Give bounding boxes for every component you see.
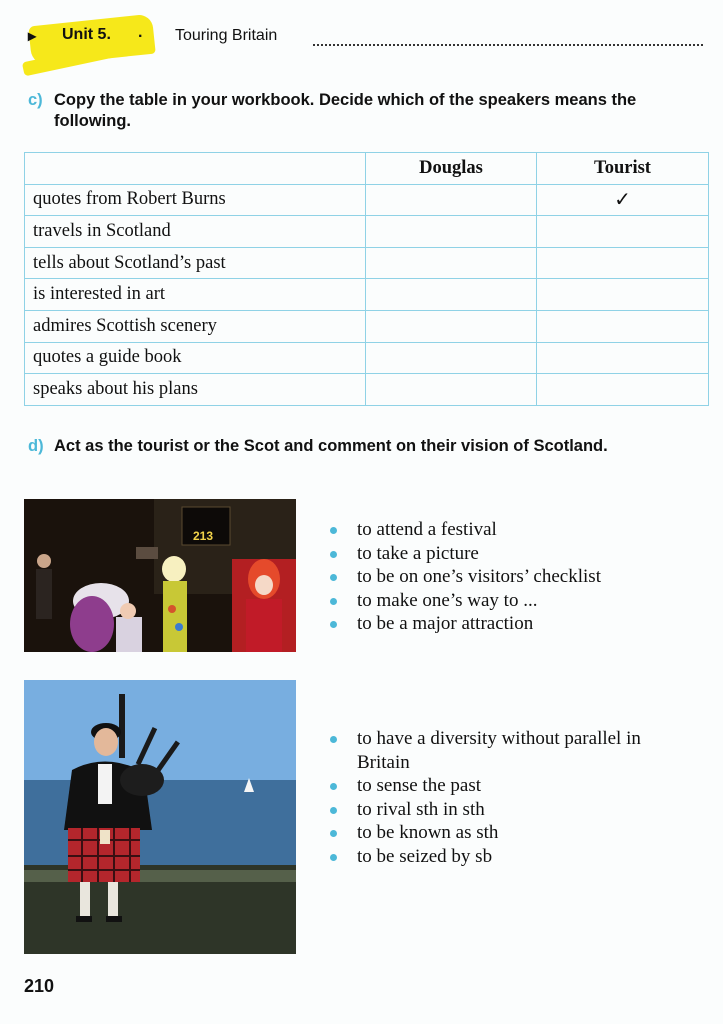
bullet-icon <box>330 854 337 861</box>
table-header-douglas: Douglas <box>366 153 537 185</box>
list-item <box>330 821 657 845</box>
checkmark-icon: ✓ <box>537 184 709 216</box>
list-item-text: to rival sth in sth <box>357 798 485 820</box>
task-d <box>28 436 708 457</box>
speakers-table <box>24 152 709 406</box>
table-cell-douglas <box>366 216 537 248</box>
list-item-text: to be seized by sb <box>357 845 493 867</box>
piper-photo-illustration <box>24 680 296 954</box>
table-cell-tourist <box>537 247 709 279</box>
table-cell-douglas <box>366 247 537 279</box>
table-cell-douglas <box>366 279 537 311</box>
page-header <box>0 14 723 70</box>
task-d-instruction: Act as the tourist or the Scot and comment on their vision of Scotland. <box>54 437 608 455</box>
bullet-icon <box>330 830 337 837</box>
table-row <box>25 184 709 216</box>
list-item-text: to be on one’s visitors’ checklist <box>357 566 601 587</box>
list-item-text: to be a major attraction <box>357 613 534 634</box>
task-c-instruction: Copy the table in your workbook. Decide which of the speakers means the following. <box>54 91 637 130</box>
bullet-icon <box>330 527 337 534</box>
table-cell-phrase: speaks about his plans <box>25 374 366 406</box>
list-item <box>330 845 657 869</box>
list-item <box>330 774 657 798</box>
bullet-icon <box>330 598 337 605</box>
list-item-text: to attend a festival <box>357 519 497 540</box>
bullet-icon <box>330 807 337 814</box>
table-cell-douglas <box>366 342 537 374</box>
table-header-row <box>25 153 709 185</box>
table-cell-phrase: tells about Scotland’s past <box>25 247 366 279</box>
bullet-icon <box>330 574 337 581</box>
table-cell-tourist <box>537 310 709 342</box>
list-item-text: to be known as sth <box>357 822 499 843</box>
page-number: 210 <box>24 976 55 996</box>
task-d-letter: d) <box>28 437 44 455</box>
header-dotted-rule <box>313 44 703 46</box>
bullet-icon <box>330 736 337 743</box>
bullet-icon <box>330 551 337 558</box>
table-cell-phrase: is interested in art <box>25 279 366 311</box>
list-item-text: to have a diversity without parallel in Britain <box>357 728 641 773</box>
unit-marker-left: ▸ <box>28 28 37 45</box>
table-cell-phrase: travels in Scotland <box>25 216 366 248</box>
festival-photo-illustration <box>24 499 296 652</box>
table-row <box>25 310 709 342</box>
list-item <box>330 518 601 542</box>
list-item <box>330 612 601 636</box>
unit-label: Unit 5. <box>62 26 111 43</box>
table-row <box>25 247 709 279</box>
table-cell-tourist <box>537 279 709 311</box>
table-cell-douglas <box>366 374 537 406</box>
table-row <box>25 342 709 374</box>
table-cell-phrase: quotes a guide book <box>25 342 366 374</box>
festival-sign-number: 213 <box>193 529 214 543</box>
table-row <box>25 279 709 311</box>
bullet-icon <box>330 783 337 790</box>
list-item <box>330 727 657 774</box>
list-item <box>330 565 601 589</box>
list-item-text: to take a picture <box>357 542 479 564</box>
table-cell-phrase: admires Scottish scenery <box>25 310 366 342</box>
task-c-letter: c) <box>28 91 43 109</box>
list-item <box>330 589 601 613</box>
table-cell-phrase: quotes from Robert Burns <box>25 184 366 216</box>
list-item <box>330 798 657 822</box>
table-cell-tourist <box>537 342 709 374</box>
list-item <box>330 542 601 566</box>
task-c <box>28 90 708 132</box>
table-cell-douglas <box>366 310 537 342</box>
phrase-list-festival <box>330 518 601 636</box>
phrase-list-piper <box>330 727 657 868</box>
table-header-tourist: Tourist <box>537 153 709 185</box>
piper-photo <box>24 680 296 954</box>
list-item-text: to sense the past <box>357 775 482 796</box>
table-row <box>25 216 709 248</box>
bullet-icon <box>330 621 337 628</box>
unit-title: Touring Britain <box>175 27 278 44</box>
unit-marker-right: · <box>138 28 144 45</box>
list-item-text: to make one’s way to ... <box>357 589 538 611</box>
festival-photo <box>24 499 296 652</box>
table-cell-tourist <box>537 216 709 248</box>
table-row <box>25 374 709 406</box>
table-cell-tourist <box>537 374 709 406</box>
table-cell-douglas <box>366 184 537 216</box>
table-header-blank <box>25 153 366 185</box>
